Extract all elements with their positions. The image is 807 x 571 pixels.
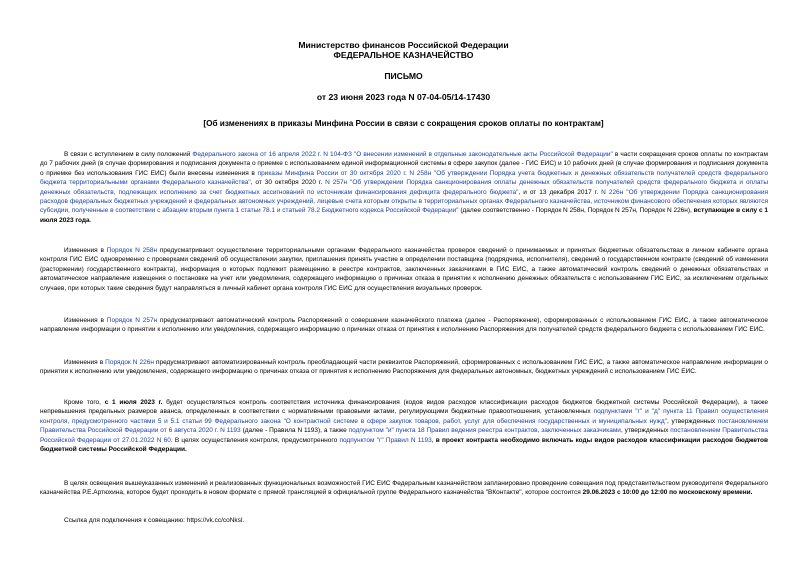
text: Изменения в bbox=[64, 317, 107, 324]
text: (далее - Правила N 1193), а также bbox=[240, 427, 349, 435]
text: В связи с вступлением в силу положений bbox=[64, 151, 193, 158]
bold-text: в проект контракта необходимо включать коды видов расходов классификации расходов бюджетов бюджетной системы Российской Федерации. bbox=[40, 436, 768, 454]
link-rules-1193-subparagraph[interactable]: подпунктом "г" Правил N 1193 bbox=[339, 436, 432, 444]
paragraph-3 bbox=[40, 316, 768, 335]
link-order-226n[interactable]: N 226н "Об утверждении Порядка санкционирования расходов федеральных бюджетных учреждений и федеральных автономных учреждений, лицевые счета которым открыты в территориальных органах Федерального казначейства, источником финансового обеспечения которых являются субсидии, полученные в соответствии с абзацем вторым пункта 1 статьи 78.1 и статьей 78.2 Бюджетного кодекса Российской Федерации" bbox=[40, 188, 768, 215]
paragraph-6 bbox=[40, 479, 768, 498]
link-order-257n[interactable]: N 257н "Об утверждении Порядка санкционирования оплаты денежных обязательств получателей средств федерального бюджета и оплаты денежных обязательств, подлежащих исполнению за счет бюджетных ассигнований по источникам финансирования дефицита федерального бюджета" bbox=[40, 179, 768, 196]
paragraph-1 bbox=[40, 150, 768, 225]
text: предусматривают автоматический контроль Распоряжений о совершении казначейского платежа (далее - Распоряжение), сформированных с использованием ГИС ЕИС, а также автоматическое направление информации о принятии к исполнению или уведомления, содержащего информацию о причинах отказа от принятия к исполнению Распоряжения для получателей средств федерального бюджета с использованием ГИС ЕИС. bbox=[40, 317, 768, 334]
paragraph-5 bbox=[40, 398, 768, 454]
text: Кроме того, bbox=[64, 399, 105, 406]
ministry-name: Министерство финансов Российской Федерации bbox=[298, 40, 509, 50]
document-date-number: от 23 июня 2023 года N 07-04-05/14-17430 bbox=[316, 92, 491, 102]
link-resolution-60[interactable]: постановлением Правительства Российской Федерации от 27.01.2022 N 60 bbox=[40, 427, 768, 444]
bold-text: с 1 июля 2023 г. bbox=[104, 399, 163, 406]
text: предусматривают автоматизированный контроль преобладающей части реквизитов Распоряжений, сформированных с использованием ГИС ЕИС, а также автоматическое направление информации о принятии к исполнению или уведомления, содержащего информацию о причинах отказа от принятия к исполнению Распоряжения для федеральных автономных, бюджетных учреждений с использованием ГИС ЕИС. bbox=[40, 359, 769, 376]
text: , от 30 октября 2020 г. bbox=[250, 179, 326, 187]
treasury-name: ФЕДЕРАЛЬНОЕ КАЗНАЧЕЙСТВО bbox=[333, 50, 474, 60]
paragraph-2 bbox=[40, 246, 768, 293]
text: (далее соответственно - Порядок N 258н, Порядок N 257н, Порядок N 226н), bbox=[458, 207, 694, 215]
link-resolution-1193[interactable]: постановлением Правительства Российской Федерации от 6 августа 2020 г. N 1193 bbox=[40, 417, 768, 435]
bold-text: 29.06.2023 с 10:00 до 12:00 по московскому времени. bbox=[582, 489, 753, 497]
text: в части сокращения сроков оплаты по контрактам до 7 рабочих дней (в случае формирования и подписания документа о приемке с использованием единой информационной системы в сфере закупок (далее - ГИС ЕИС) и 10 рабочих дней (в случае формирования и подписания документа о приемке без использования ГИС ЕИС) были внесены изменения в bbox=[40, 151, 768, 177]
link-order-258n[interactable]: приказы Минфина России от 30 октября 2020 г. N 258н "Об утверждении Порядка учета бюджетных и денежных обязательств получателей средств федерального бюджета территориальными органами Федерального казначейства" bbox=[40, 169, 768, 187]
paragraph-4 bbox=[40, 358, 768, 377]
text: Изменения в bbox=[64, 359, 106, 366]
text: , утвержденных bbox=[620, 427, 671, 435]
link-register-rules[interactable]: подпунктом "и" пункта 18 Правил ведения реестра контрактов, заключенных заказчиками bbox=[348, 427, 621, 435]
link-order-226n-short[interactable]: Порядок N 226н bbox=[105, 359, 154, 366]
text: будет осуществляться контроль соответствия источника финансирования (кодов видов расходов классификации расходов бюджетов бюджетной системы Российской Федерации), а также непревышения предельных размеров аванса, определенных в соответствии с нормативными правовыми актами, регулирующими бюджетные правоотношения, установленных bbox=[40, 399, 768, 416]
text: Изменения в bbox=[64, 247, 107, 254]
link-rules-subparagraphs[interactable]: подпунктами "г" и "д" пункта 11 Правил осуществления контроля, предусмотренного частями 5 и 5.1 статьи 99 Федерального закона "О контрактной системе в сфере закупок товаров, работ, услуг для обеспечения государственных и муниципальных нужд" bbox=[40, 408, 768, 425]
text: . В целях осуществления контроля, предусмотренного bbox=[170, 436, 340, 444]
link-order-257n-short[interactable]: Порядок N 257н bbox=[106, 317, 158, 324]
document-subject: [Об изменениях в приказы Минфина России в связи с сокращения сроков оплаты по контрактам] bbox=[203, 119, 604, 128]
text: , bbox=[431, 436, 436, 444]
paragraph-7 bbox=[40, 516, 768, 525]
text: В целях освещения вышеуказанных изменений и реализованных функциональных возможностей ГИС ЕИС Федеральным казначейством запланировано проведение совещания под представительством руководителя Федерального казначейства Р.Е.Артюхина, которое будет проходить в новом формате с прямой трансляцией в официальной группе Федерального казначейства "ВКонтакте", которое состоится bbox=[40, 480, 768, 497]
link-order-258n-short[interactable]: Порядок N 258н bbox=[106, 247, 158, 254]
link-federal-law-104fz[interactable]: Федерального закона от 16 апреля 2022 г. N 104-ФЗ "О внесении изменений в отдельные законодательные акты Российской Федерации" bbox=[192, 151, 613, 158]
meeting-link-text: Ссылка для подключения к совещанию: https://vk.cc/coNksI. bbox=[64, 517, 245, 524]
text: , и от 13 декабря 2017 г. bbox=[518, 188, 602, 196]
text: , утвержденных bbox=[666, 417, 718, 425]
text: предусматривают осуществление территориальными органами Федерального казначейства проверок сведений о принимаемых и принятых бюджетных обязательствах в личном кабинете органа контроля ГИС ЕИС одновременно с проверками сведений об осуществлении закупки, приглашения принять участие в определении поставщика (подрядчика, исполнителя), сведений о государственном контракте (сведений об изменении (расторжении) государственного контракта), информация о которых подлежит размещению в реестре контрактов, заключенных заказчиками в ГИС ЕИС, а также автоматический контроль сведений о денежных обязательствах и автоматическое направление извещения о постановке на учет или уведомления, содержащего информацию о причинах отказа в принятии к исполнению денежных обязательств с использованием ГИС ЕИС, за исключением отдельных случаев, при которых такие сведения будут направляться в личный кабинет органа контроля ГИС ЕИС для осуществления визуальных проверок. bbox=[40, 247, 768, 292]
text: . bbox=[89, 216, 92, 224]
bold-text: вступающие в силу с 1 июля 2023 года bbox=[40, 207, 768, 224]
document-type: ПИСЬМО bbox=[384, 71, 423, 81]
